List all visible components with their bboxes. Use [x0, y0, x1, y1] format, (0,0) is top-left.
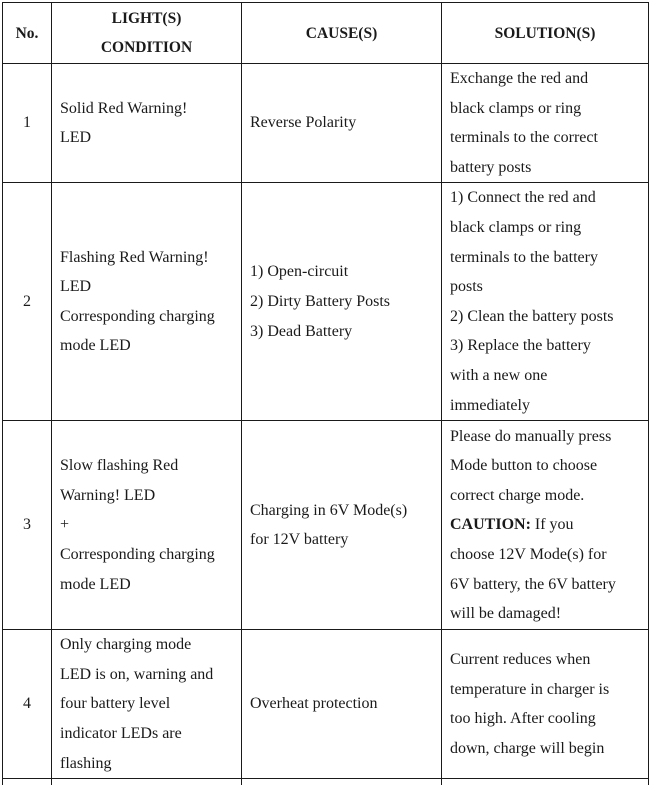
- caution-text: If you: [531, 516, 574, 533]
- cell-line: Warning! LED: [60, 481, 233, 511]
- light-condition-cell: [52, 421, 242, 630]
- cell-line: terminals to the battery: [450, 243, 640, 273]
- table-row: [3, 64, 649, 183]
- cell-line: 1) Open-circuit: [250, 257, 433, 287]
- cell-line: mode LED: [60, 331, 233, 361]
- cell-line: Current reduces when: [450, 645, 640, 675]
- solution-cell: [442, 421, 649, 630]
- cell-line: will be damaged!: [450, 599, 640, 629]
- header-row: [3, 3, 649, 64]
- cell-line: down, charge will begin: [450, 734, 640, 764]
- row-number: 2: [3, 183, 52, 421]
- cell-line: terminals to the correct: [450, 123, 640, 153]
- header-solution: SOLUTION(S): [442, 3, 649, 64]
- solution-cell: [442, 183, 649, 421]
- cell-line: Slow flashing Red: [60, 451, 233, 481]
- cell-line: Charging in 6V Mode(s): [250, 496, 433, 526]
- cell-line: battery posts: [450, 153, 640, 183]
- header-cause: CAUSE(S): [242, 3, 442, 64]
- partial-cell: [52, 779, 242, 785]
- cell-line: Overheat protection: [250, 689, 433, 719]
- cause-cell: [242, 183, 442, 421]
- table-header: [3, 3, 649, 64]
- cell-line: 2) Clean the battery posts: [450, 302, 640, 332]
- cell-line: Exchange the red and: [450, 64, 640, 94]
- cell-line: flashing: [60, 749, 233, 779]
- cell-line: posts: [450, 272, 640, 302]
- cell-line: 6V battery, the 6V battery: [450, 570, 640, 600]
- cell-line: Solid Red Warning!: [60, 94, 233, 124]
- cell-line: Corresponding charging: [60, 540, 233, 570]
- cell-line: immediately: [450, 391, 640, 421]
- cell-line: Only charging mode: [60, 630, 233, 660]
- cell-line: 2) Dirty Battery Posts: [250, 287, 433, 317]
- cell-line: LED: [60, 123, 233, 153]
- cell-line: Reverse Polarity: [250, 108, 433, 138]
- cause-cell: [242, 630, 442, 779]
- cell-line: temperature in charger is: [450, 675, 640, 705]
- cell-line: indicator LEDs are: [60, 719, 233, 749]
- troubleshooting-table: [2, 2, 649, 785]
- cell-line: 3) Replace the battery: [450, 331, 640, 361]
- cell-line: 1) Connect the red and: [450, 183, 640, 213]
- row-number: 4: [3, 630, 52, 779]
- table-row: [3, 421, 649, 630]
- partial-cell: [3, 779, 52, 785]
- cell-line: choose 12V Mode(s) for: [450, 540, 640, 570]
- cell-line: Please do manually press: [450, 422, 640, 452]
- cell-line: too high. After cooling: [450, 704, 640, 734]
- caution-line: [450, 510, 640, 540]
- table-body: [3, 64, 649, 785]
- cell-line: Corresponding charging: [60, 302, 233, 332]
- header-light-line1: LIGHT(S): [56, 4, 237, 33]
- light-condition-cell: [52, 183, 242, 421]
- partial-cell: [442, 779, 649, 785]
- row-number: 1: [3, 64, 52, 183]
- table-row: [3, 183, 649, 421]
- cell-line: LED is on, warning and: [60, 660, 233, 690]
- cell-line: LED: [60, 272, 233, 302]
- light-condition-cell: [52, 64, 242, 183]
- cell-line: Mode button to choose: [450, 451, 640, 481]
- cell-line: black clamps or ring: [450, 213, 640, 243]
- cause-cell: [242, 421, 442, 630]
- cell-line: +: [60, 510, 233, 540]
- partial-cell: [242, 779, 442, 785]
- cell-line: four battery level: [60, 689, 233, 719]
- cell-line: 3) Dead Battery: [250, 317, 433, 347]
- cell-line: mode LED: [60, 570, 233, 600]
- cell-line: correct charge mode.: [450, 481, 640, 511]
- header-light-line2: CONDITION: [56, 33, 237, 62]
- table-row-partial: [3, 779, 649, 785]
- header-no: No.: [3, 3, 52, 64]
- row-number: 3: [3, 421, 52, 630]
- caution-label: CAUTION:: [450, 516, 531, 533]
- header-light-condition: [52, 3, 242, 64]
- table-row: [3, 630, 649, 779]
- solution-cell: [442, 64, 649, 183]
- light-condition-cell: [52, 630, 242, 779]
- cause-cell: [242, 64, 442, 183]
- cell-line: for 12V battery: [250, 525, 433, 555]
- cell-line: black clamps or ring: [450, 94, 640, 124]
- solution-cell: [442, 630, 649, 779]
- cell-line: with a new one: [450, 361, 640, 391]
- cell-line: Flashing Red Warning!: [60, 243, 233, 273]
